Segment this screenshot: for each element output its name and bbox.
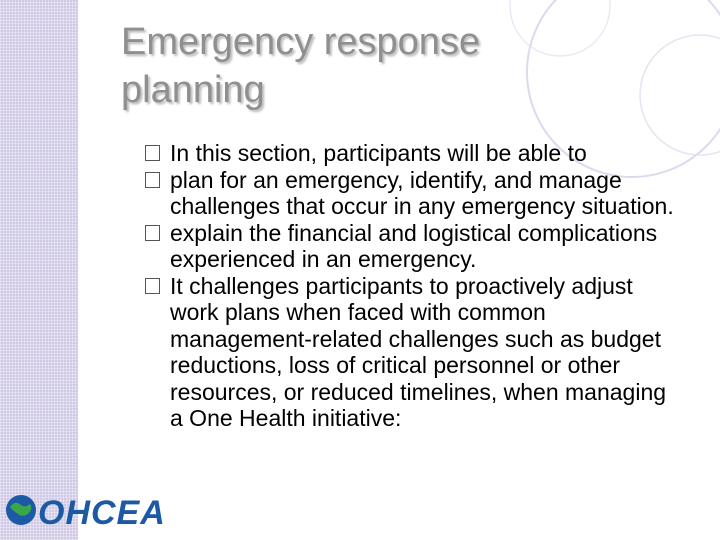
bullet-text: In this section, participants will be able to: [170, 140, 587, 166]
title-line-1: Emergency response: [121, 21, 481, 63]
bullet-item: [145, 140, 685, 167]
logo-text: OHCEA: [38, 494, 166, 531]
slide-title: [121, 18, 641, 114]
ohcea-logo: [2, 491, 177, 531]
bullet-list: [145, 140, 685, 432]
bullet-item: [145, 273, 685, 432]
bullet-glyph-icon: [145, 225, 160, 241]
bullet-item: [145, 220, 685, 273]
bullet-item: [145, 167, 685, 220]
title-line-2: planning: [121, 69, 265, 111]
bullet-glyph-icon: [145, 172, 160, 188]
bullet-glyph-icon: [145, 278, 160, 294]
bullet-glyph-icon: [145, 145, 160, 161]
bullet-text: plan for an emergency, identify, and manage challenges that occur in any emergency situation.: [170, 166, 674, 219]
bullet-text: explain the financial and logistical complications experienced in an emergency.: [170, 219, 658, 272]
bullet-text: It challenges participants to proactively adjust work plans when faced with common management-related challenges such as budget reductions, loss of critical personnel or other resources, or reduced timelines, when managing a One Health initiative:: [170, 272, 667, 431]
